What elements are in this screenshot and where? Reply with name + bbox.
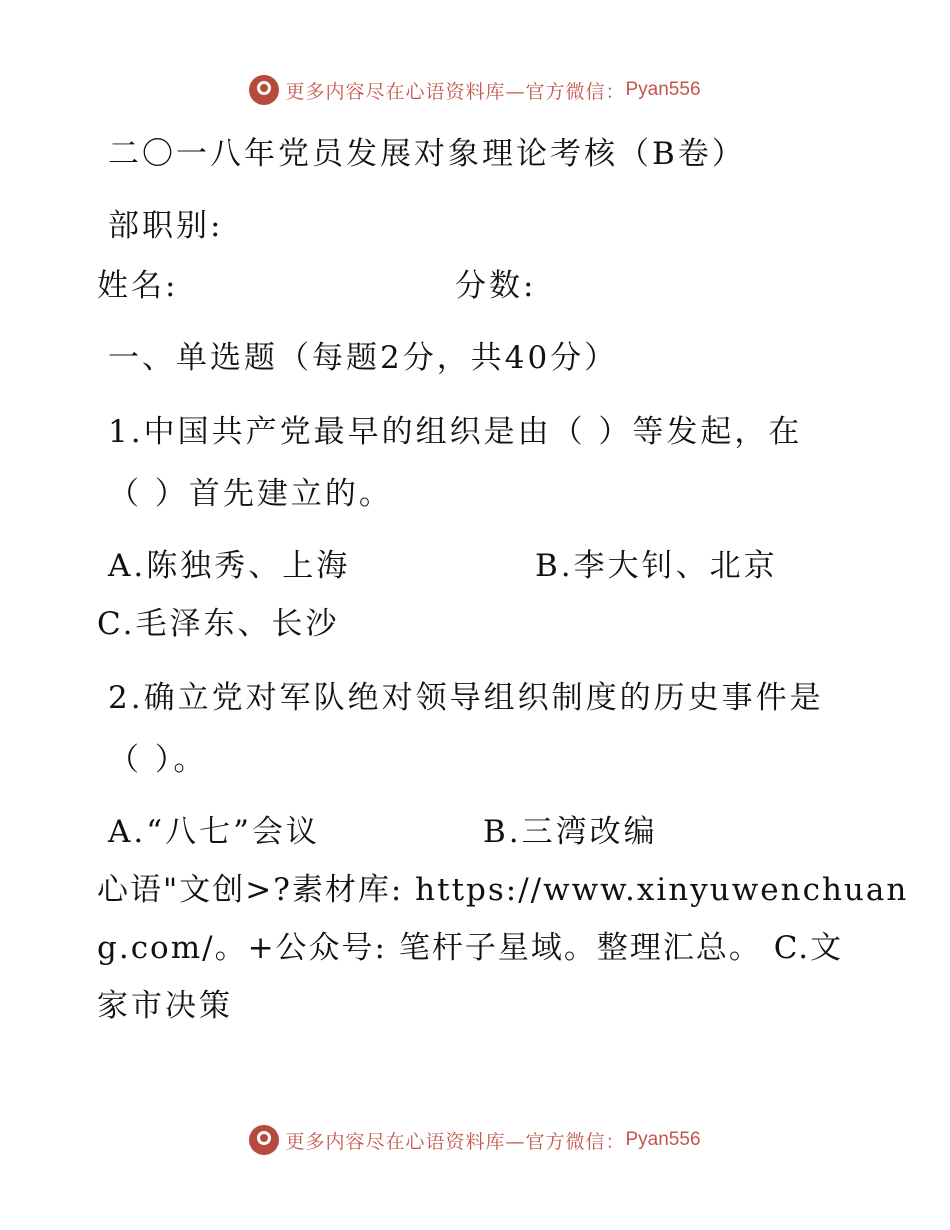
section-heading: 一、单选题（每题2分，共40分） <box>108 340 619 376</box>
footer-banner <box>0 1120 950 1160</box>
q1-option-b: B.李大钊、北京 <box>535 548 778 584</box>
score-label: 分数: <box>455 268 537 304</box>
q2-line2: （ ）。 <box>108 742 208 778</box>
q1-option-c: C.毛泽东、长沙 <box>97 606 340 642</box>
q2-line1: 2.确立党对军队绝对领导组织制度的历史事件是 <box>108 680 824 716</box>
logo-icon <box>249 1125 279 1155</box>
q2-option-a: A.“八七”会议 <box>108 814 320 850</box>
banner-text: 更多内容尽在心语资料库—官方微信： <box>285 1130 626 1153</box>
banner-wechat: Pyan556 <box>625 79 701 100</box>
banner-wechat: Pyan556 <box>625 1129 701 1150</box>
banner-text: 更多内容尽在心语资料库—官方微信： <box>285 80 626 103</box>
name-label: 姓名: <box>97 268 179 304</box>
page-title: 二〇一八年党员发展对象理论考核（B卷） <box>108 136 746 172</box>
q1-option-a: A.陈独秀、上海 <box>108 548 351 584</box>
header-banner <box>0 70 950 110</box>
q2-option-b: B.三湾改编 <box>483 814 658 850</box>
watermark-line: g.com/。+公众号: 笔杆子星域。整理汇总。 C.文 <box>97 930 844 966</box>
q1-line2: （ ）首先建立的。 <box>108 476 393 512</box>
logo-icon <box>249 75 279 105</box>
q1-line1: 1.中国共产党最早的组织是由（ ）等发起，在 <box>108 414 803 450</box>
dept-label: 部职别: <box>108 208 224 244</box>
watermark-line: 家市决策 <box>97 988 233 1024</box>
watermark-line: 心语"文创>?素材库: https://www.xinyuwenchuan <box>97 872 909 908</box>
